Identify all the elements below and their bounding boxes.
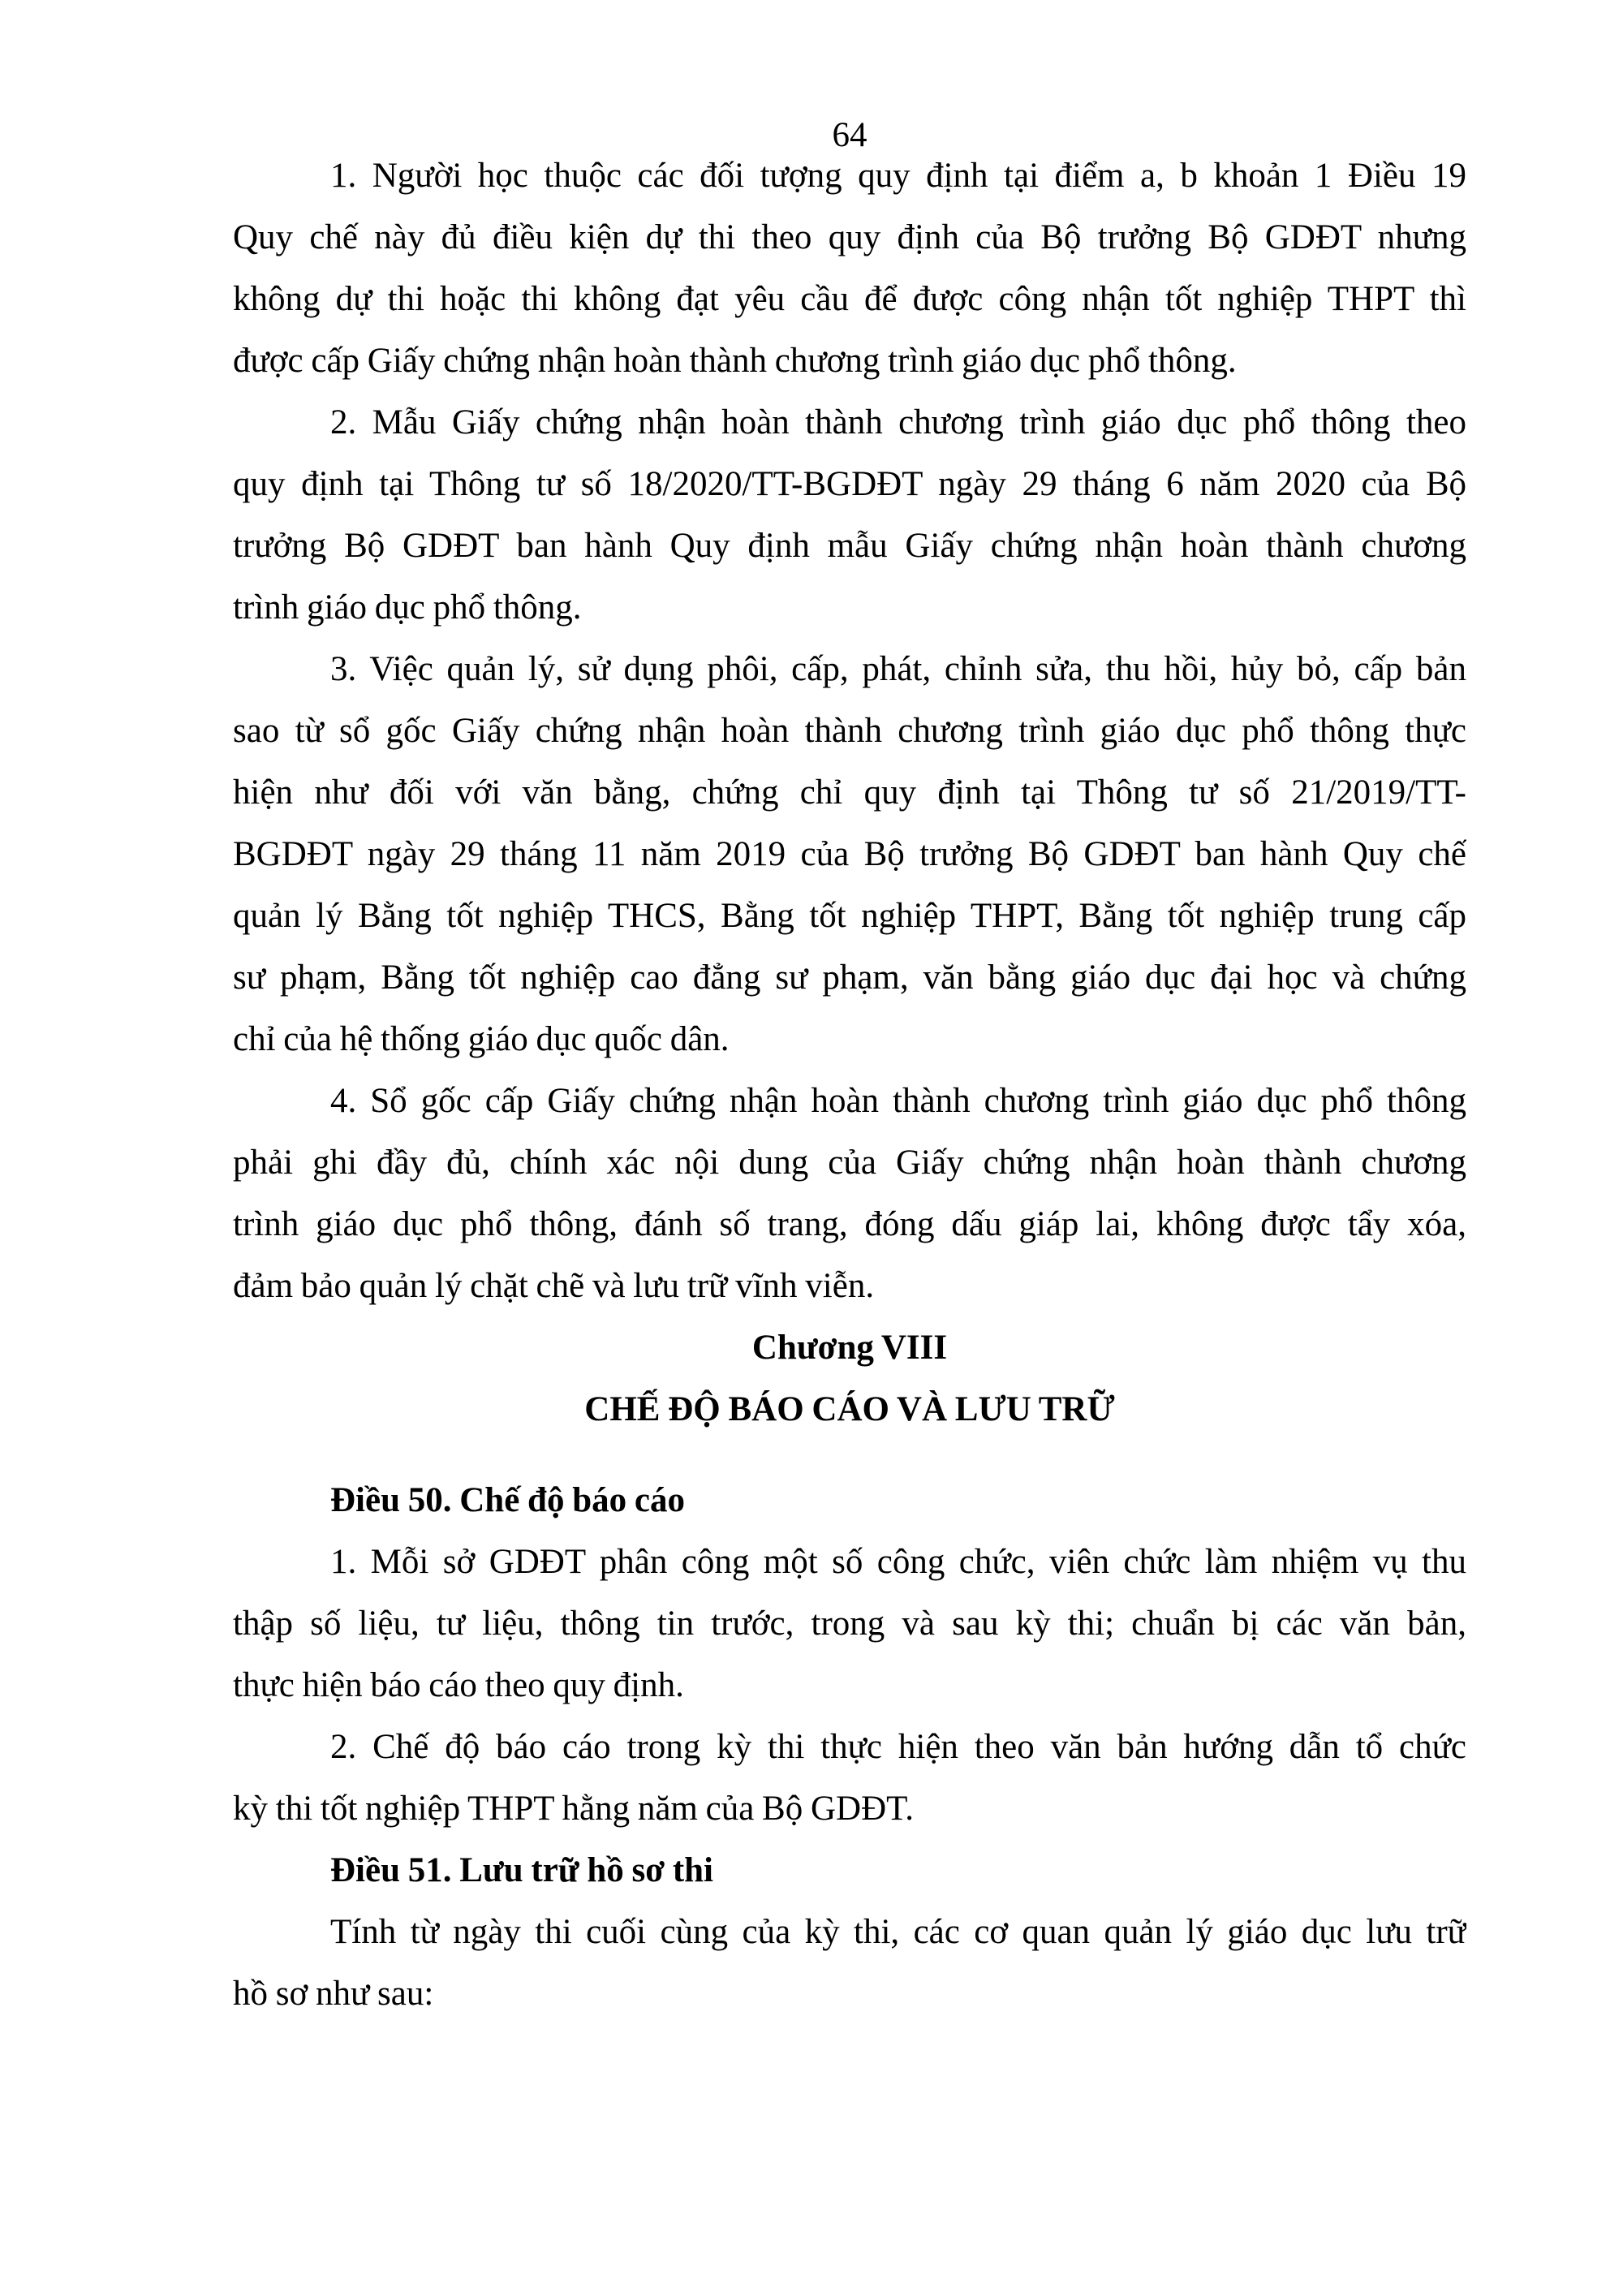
paragraph-line: 2. Mẫu Giấy chứng nhận hoàn thành chương trình giáo dục phổ thông theo	[330, 403, 1466, 442]
paragraph-line: đảm bảo quản lý chặt chẽ và lưu trữ vĩnh viễn.	[233, 1267, 875, 1305]
paragraph-line: phải ghi đầy đủ, chính xác nội dung của Giấy chứng nhận hoàn thành chương	[233, 1144, 1466, 1182]
paragraph-line: 4. Sổ gốc cấp Giấy chứng nhận hoàn thành chương trình giáo dục phổ thông	[330, 1082, 1466, 1120]
paragraph-line: thập số liệu, tư liệu, thông tin trước, trong và sau kỳ thi; chuẩn bị các văn bản,	[233, 1605, 1466, 1643]
paragraph-line: quản lý Bằng tốt nghiệp THCS, Bằng tốt nghiệp THPT, Bằng tốt nghiệp trung cấp	[233, 897, 1466, 935]
paragraph	[233, 1902, 1466, 2025]
paragraph-line: hồ sơ như sau:	[233, 1975, 434, 2013]
paragraph-line: được cấp Giấy chứng nhận hoàn thành chương trình giáo dục phổ thông.	[233, 342, 1237, 380]
paragraph-line: quy định tại Thông tư số 18/2020/TT-BGDĐT ngày 29 tháng 6 năm 2020 của Bộ	[233, 465, 1466, 503]
paragraph-line: thực hiện báo cáo theo quy định.	[233, 1666, 684, 1704]
paragraph-line: trình giáo dục phổ thông, đánh số trang, đóng dấu giáp lai, không được tẩy xóa,	[233, 1205, 1466, 1243]
article-heading-line: Điều 51. Lưu trữ hồ sơ thi	[330, 1851, 713, 1889]
paragraph	[233, 392, 1466, 639]
paragraph	[233, 639, 1466, 1070]
paragraph	[233, 1717, 1466, 1840]
paragraph-line: 3. Việc quản lý, sử dụng phôi, cấp, phát, chỉnh sửa, thu hồi, hủy bỏ, cấp bản	[330, 650, 1466, 688]
page-number: 64	[832, 116, 867, 154]
paragraph-line: kỳ thi tốt nghiệp THPT hằng năm của Bộ GDĐT.	[233, 1790, 914, 1828]
paragraph-line: 2. Chế độ báo cáo trong kỳ thi thực hiện theo văn bản hướng dẫn tổ chức	[330, 1728, 1466, 1766]
article-heading	[233, 1840, 1466, 1902]
chapter-heading	[233, 1317, 1466, 1379]
paragraph-line: 1. Người học thuộc các đối tượng quy định tại điểm a, b khoản 1 Điều 19	[330, 157, 1466, 195]
paragraph	[233, 1070, 1466, 1317]
document-content	[233, 145, 1466, 2025]
article-heading-line: Điều 50. Chế độ báo cáo	[330, 1481, 685, 1519]
paragraph-line: trưởng Bộ GDĐT ban hành Quy định mẫu Giấy chứng nhận hoàn thành chương	[233, 527, 1466, 565]
paragraph-line: sư phạm, Bằng tốt nghiệp cao đẳng sư phạm, văn bằng giáo dục đại học và chứng	[233, 958, 1466, 997]
paragraph-line: sao từ sổ gốc Giấy chứng nhận hoàn thành chương trình giáo dục phổ thông thực	[233, 712, 1466, 750]
paragraph-line: BGDĐT ngày 29 tháng 11 năm 2019 của Bộ trưởng Bộ GDĐT ban hành Quy chế	[233, 835, 1466, 873]
chapter-title-line: CHẾ ĐỘ BÁO CÁO VÀ LƯU TRỮ	[584, 1390, 1115, 1428]
paragraph-line: Tính từ ngày thi cuối cùng của kỳ thi, các cơ quan quản lý giáo dục lưu trữ	[330, 1913, 1466, 1951]
paragraph-line: chỉ của hệ thống giáo dục quốc dân.	[233, 1020, 730, 1058]
paragraph-line: trình giáo dục phổ thông.	[233, 588, 582, 627]
paragraph	[233, 145, 1466, 392]
paragraph-line: 1. Mỗi sở GDĐT phân công một số công chức, viên chức làm nhiệm vụ thu	[330, 1543, 1466, 1581]
chapter-title	[233, 1379, 1466, 1441]
chapter-heading-line: Chương VIII	[751, 1329, 948, 1367]
paragraph-line: hiện như đối với văn bằng, chứng chỉ quy định tại Thông tư số 21/2019/TT-	[233, 773, 1466, 812]
paragraph-line: Quy chế này đủ điều kiện dự thi theo quy định của Bộ trưởng Bộ GDĐT nhưng	[233, 218, 1466, 256]
paragraph	[233, 1531, 1466, 1717]
paragraph-line: không dự thi hoặc thi không đạt yêu cầu để được công nhận tốt nghiệp THPT thì	[233, 280, 1466, 318]
article-heading	[233, 1470, 1466, 1531]
